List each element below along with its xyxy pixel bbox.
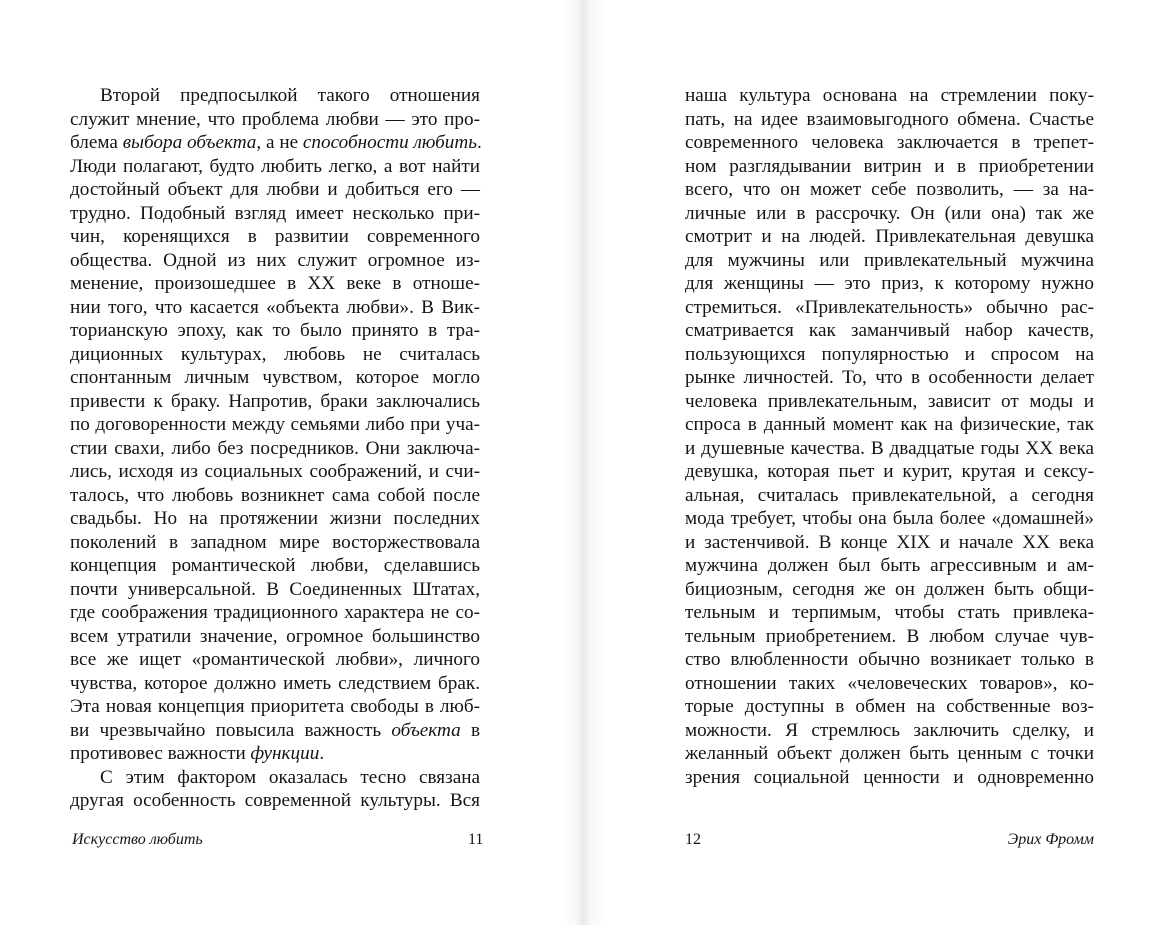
text-run: где соображения традиционного характера не со- [70,602,480,623]
text-line [70,390,480,414]
text-run: трудно. Подобный взгляд имеет несколько при- [70,202,480,224]
text-line [685,343,1094,367]
text-line [70,578,480,602]
text-run: Второй предпосылкой такого отношения [100,85,480,106]
text-run: и душевные качества. В двадцатые годы XX века [685,437,1094,459]
text-run: свадьбы. Но на протяжении жизни последних [70,508,480,529]
text-run: пать, на идее взаимовыгодного обмена. Счастье [685,108,1094,130]
text-run: другая особенность современной культуры. Вся [70,790,480,811]
text-run: желанный объект должен быть ценным с точки [685,743,1094,764]
text-run: торые доступны в обмен на собственные воз- [685,696,1094,717]
text-line [70,131,480,155]
text-line [685,437,1094,461]
text-run: зрения социальной ценности и одновременно [685,766,1094,788]
text-line [685,413,1094,437]
text-run: отношении таких «человеческих товаров», ко- [685,672,1094,694]
text-run: смотрит и на людей. Привлекательная девушка [685,226,1094,247]
text-run: противовес важности [70,743,251,764]
text-line [70,413,480,437]
text-run: все же ищет «романтической любви», личного [70,649,480,670]
text-run: . [319,743,325,764]
text-line [685,648,1094,672]
text-line [70,178,480,202]
text-run: и застенчивой. В конце XIX и начале XX века [685,531,1094,553]
text-line [685,390,1094,414]
text-line [70,84,480,108]
text-line [685,625,1094,649]
text-run: личные или в рассрочку. Он (или она) так же [685,202,1094,224]
text-run: талось, что любовь возникнет сама собой после [70,484,480,506]
text-run: спонтанным личным чувством, которое могло [70,367,480,388]
text-run: достойный объект для любви и добиться его — [70,179,480,200]
text-line [70,695,480,719]
text-line [70,296,480,320]
right-page-body [685,84,1094,789]
text-line [685,272,1094,296]
text-run: спроса в данный момент как на физические, так [685,414,1094,435]
text-run: торианскую эпоху, как то было принято в тра- [70,320,480,341]
text-run: мода требует, чтобы она была более «домашней» [685,508,1094,529]
text-line [685,672,1094,696]
text-run: бициозным, сегодня же он должен быть общи- [685,578,1094,600]
text-line [70,225,480,249]
text-line [685,554,1094,578]
text-line [685,155,1094,179]
text-line [685,131,1094,155]
text-run: чувства, которое должно иметь следствием брак. [70,672,480,694]
text-run: современного человека заключается в трепет- [685,132,1094,153]
text-line [70,460,480,484]
text-run: чин, коренящихся в развитии современного [70,226,480,247]
text-line [685,319,1094,343]
text-run: тельным и терпимым, чтобы стать привлека- [685,602,1094,623]
text-run: , а не [256,132,303,153]
text-line [70,366,480,390]
text-run: для мужчины или привлекательный мужчина [685,249,1094,271]
text-line [685,742,1094,766]
text-line [685,108,1094,132]
text-run: мужчина должен был быть агрессивным и ам- [685,555,1094,576]
text-line [70,202,480,226]
text-run: девушка, которая пьет и курит, крутая и сексу- [685,461,1094,482]
text-run: Люди полагают, будто любить легко, а вот найти [70,155,480,177]
text-line [685,296,1094,320]
text-run: ном разглядывании витрин и в приобретении [685,155,1094,177]
text-run: человека привлекательным, зависит от моды и [685,390,1094,412]
italic-emphasis: функции [250,743,320,764]
text-run: привести к браку. Напротив, браки заключались [70,390,480,412]
text-run: сматривается как заманчивый набор качеств, [685,320,1094,341]
text-run: в [460,719,481,741]
text-line [70,648,480,672]
text-run: С этим фактором оказалась тесно связана [100,766,480,788]
text-run: стии свахи, либо без посредников. Они заключа- [70,437,480,459]
text-run: стремиться. «Привлекательность» обычно рас- [685,296,1094,318]
left-page-number: 11 [468,831,484,848]
italic-emphasis: способности любить [302,132,477,153]
italic-emphasis: выбора объекта [122,132,257,153]
right-running-footer-author: Эрих Фромм [1007,831,1094,848]
text-line [685,531,1094,555]
text-line [70,742,480,766]
text-line [70,108,480,132]
text-line [70,343,480,367]
text-run: лись, исходя из социальных соображений, и счи- [70,461,480,482]
text-line [685,695,1094,719]
text-line [685,178,1094,202]
left-running-footer-title: Искусство любить [72,831,203,848]
text-line [70,766,480,790]
left-page [0,0,583,925]
text-line [685,225,1094,249]
text-line [685,460,1094,484]
right-page [583,0,1167,925]
text-line [70,272,480,296]
text-run: ви чрезвычайно повысила важность [70,719,392,741]
text-run: нии того, что касается «объекта любви». В Вик- [70,296,480,318]
right-page-number: 12 [685,831,701,848]
text-line [685,601,1094,625]
text-run: всего, что он может себе позволить, — за на- [685,179,1094,200]
text-line [685,84,1094,108]
text-line [70,507,480,531]
text-run: концепция романтической любви, сделавшись [70,555,480,576]
text-run: общества. Одной из них служит огромное из- [70,249,480,271]
italic-emphasis: объекта [391,719,461,741]
left-page-body [70,84,480,813]
text-run: поколений в западном мире восторжествовала [70,531,480,553]
text-run: для женщины — это приз, к которому нужно [685,273,1094,294]
text-line [70,789,480,813]
text-line [70,554,480,578]
text-run: менение, произошедшее в XX веке в отноше- [70,273,480,294]
text-run: блема [70,132,123,153]
text-line [70,601,480,625]
text-run: альная, считалась привлекательной, а сегодня [685,484,1094,506]
text-run: ство влюбленности обычно возникает только в [685,649,1094,670]
text-line [70,155,480,179]
text-run: диционных культурах, любовь не считалась [70,343,480,365]
text-run: по договоренности между семьями либо при уча- [70,414,480,435]
text-line [685,249,1094,273]
text-line [70,625,480,649]
text-run: тельным приобретением. В любом случае чув- [685,625,1094,647]
text-line [70,672,480,696]
text-run: пользующихся популярностью и спросом на [685,343,1094,365]
text-line [685,366,1094,390]
text-line [685,719,1094,743]
text-run: Эта новая концепция приоритета свободы в люб- [70,696,480,717]
text-line [685,766,1094,790]
text-run: можности. Я стремлюсь заключить сделку, и [685,719,1094,741]
text-run: всем утратили значение, огромное большинство [70,625,480,647]
text-line [70,249,480,273]
text-run: наша культура основана на стремлении поку- [685,85,1094,106]
text-line [70,719,480,743]
text-line [70,319,480,343]
text-run: рынке личностей. То, что в особенности делает [685,367,1094,388]
text-line [70,531,480,555]
text-line [685,202,1094,226]
text-line [685,507,1094,531]
text-run: . [477,132,482,153]
text-run: служит мнение, что проблема любви — это про- [70,108,480,130]
text-run: почти универсальной. В Соединенных Штатах, [70,578,480,600]
text-line [685,484,1094,508]
text-line [70,484,480,508]
text-line [685,578,1094,602]
text-line [70,437,480,461]
